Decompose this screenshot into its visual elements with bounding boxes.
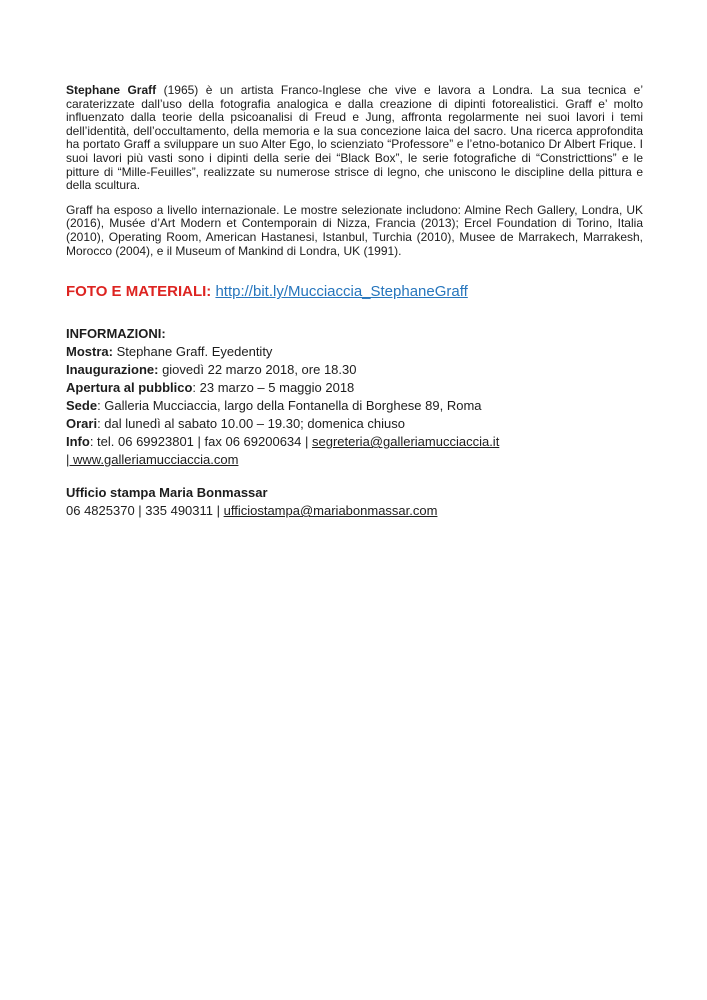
document-content	[66, 84, 643, 520]
sede-label: Sede	[66, 398, 98, 414]
info-row-orari	[66, 415, 643, 433]
inaugurazione-label: Inaugurazione:	[66, 362, 159, 378]
info-row-sede	[66, 397, 643, 415]
info-row-info	[66, 433, 643, 469]
info-row-inaugurazione	[66, 361, 643, 379]
info-row-mostra	[66, 343, 643, 361]
inaugurazione-value: giovedì 22 marzo 2018, ore 18.30	[158, 362, 357, 378]
artist-bio-text: (1965) è un artista Franco-Inglese che vive e lavora a Londra. La sua tecnica e’ caraterizzate dall’uso della fotografia analogica e dalla creazione di dipinti fotorealistici. Graff e’ molto influenzato dalla teorie della psicoanalisi di Freud e Jung, affronta regolarmente nei suoi lavori i temi dell’identità, dell’occultamento, della memoria e la sua concezione laica del sacro. Una ricerca approfondita ha portato Graff a sviluppare un suo Alter Ego, lo scienziato “Professore” e l’etno-botanico Dr Albert Frique. I suoi lavori più vasti sono i dipinti della serie dei “Black Box”, le serie fotografiche di “Constricttions” e le pitture di “Mille-Feuilles”, realizzate su numerose strisce di legno, che uniscono le discipline della pittura e della scultura.	[66, 83, 643, 193]
bitly-link[interactable]: http://bit.ly/Mucciaccia_StephaneGraff	[215, 283, 468, 301]
mostra-value: Stephane Graff. Eyedentity	[112, 344, 273, 360]
paragraph-artist-bio	[66, 84, 643, 193]
gallery-website-link[interactable]: | www.galleriamucciaccia.com	[66, 452, 239, 468]
press-office-email-link[interactable]: ufficiostampa@mariabonmassar.com	[223, 503, 438, 519]
foto-materiali-line	[66, 283, 643, 301]
press-office-section	[66, 484, 643, 520]
foto-materiali-colon: :	[206, 283, 216, 301]
paragraph-exhibitions: Graff ha esposo a livello internazionale. Le mostre selezionate includono: Almine Rech Gallery, Londra, UK (2016), Musée d’Art Modern et Contemporain di Nizza, Francia (2013); Ercel Foundation di Torino, Italia (2010), Operating Room, American Hastanesi, Istanbul, Turchia (2010), Musee de Marrakech, Marrakesh, Morocco (2004), e il Museum of Mankind di Londra, UK (1991).	[66, 202, 643, 258]
press-office-phones: 06 4825370 | 335 490311 |	[66, 503, 224, 519]
mostra-label: Mostra:	[66, 344, 113, 360]
informazioni-heading: INFORMAZIONI:	[66, 326, 166, 342]
press-office-heading: Ufficio stampa Maria Bonmassar	[66, 485, 268, 501]
segreteria-email-link[interactable]: segreteria@galleriamucciaccia.it	[311, 434, 500, 450]
info-label: Info	[66, 434, 90, 450]
press-office-contacts	[66, 502, 643, 520]
foto-materiali-heading: FOTO E MATERIALI	[66, 283, 207, 301]
sede-value: : Galleria Mucciaccia, largo della Fontanella di Borghese 89, Roma	[97, 398, 482, 414]
info-row-apertura	[66, 379, 643, 397]
orari-label: Orari	[66, 416, 98, 432]
orari-value: : dal lunedì al sabato 10.00 – 19.30; domenica chiuso	[97, 416, 405, 432]
info-value: : tel. 06 69923801 | fax 06 69200634 |	[89, 434, 312, 450]
artist-name: Stephane Graff	[66, 83, 157, 97]
informazioni-section	[66, 325, 643, 469]
apertura-value: : 23 marzo – 5 maggio 2018	[192, 380, 355, 396]
apertura-label: Apertura al pubblico	[66, 380, 193, 396]
